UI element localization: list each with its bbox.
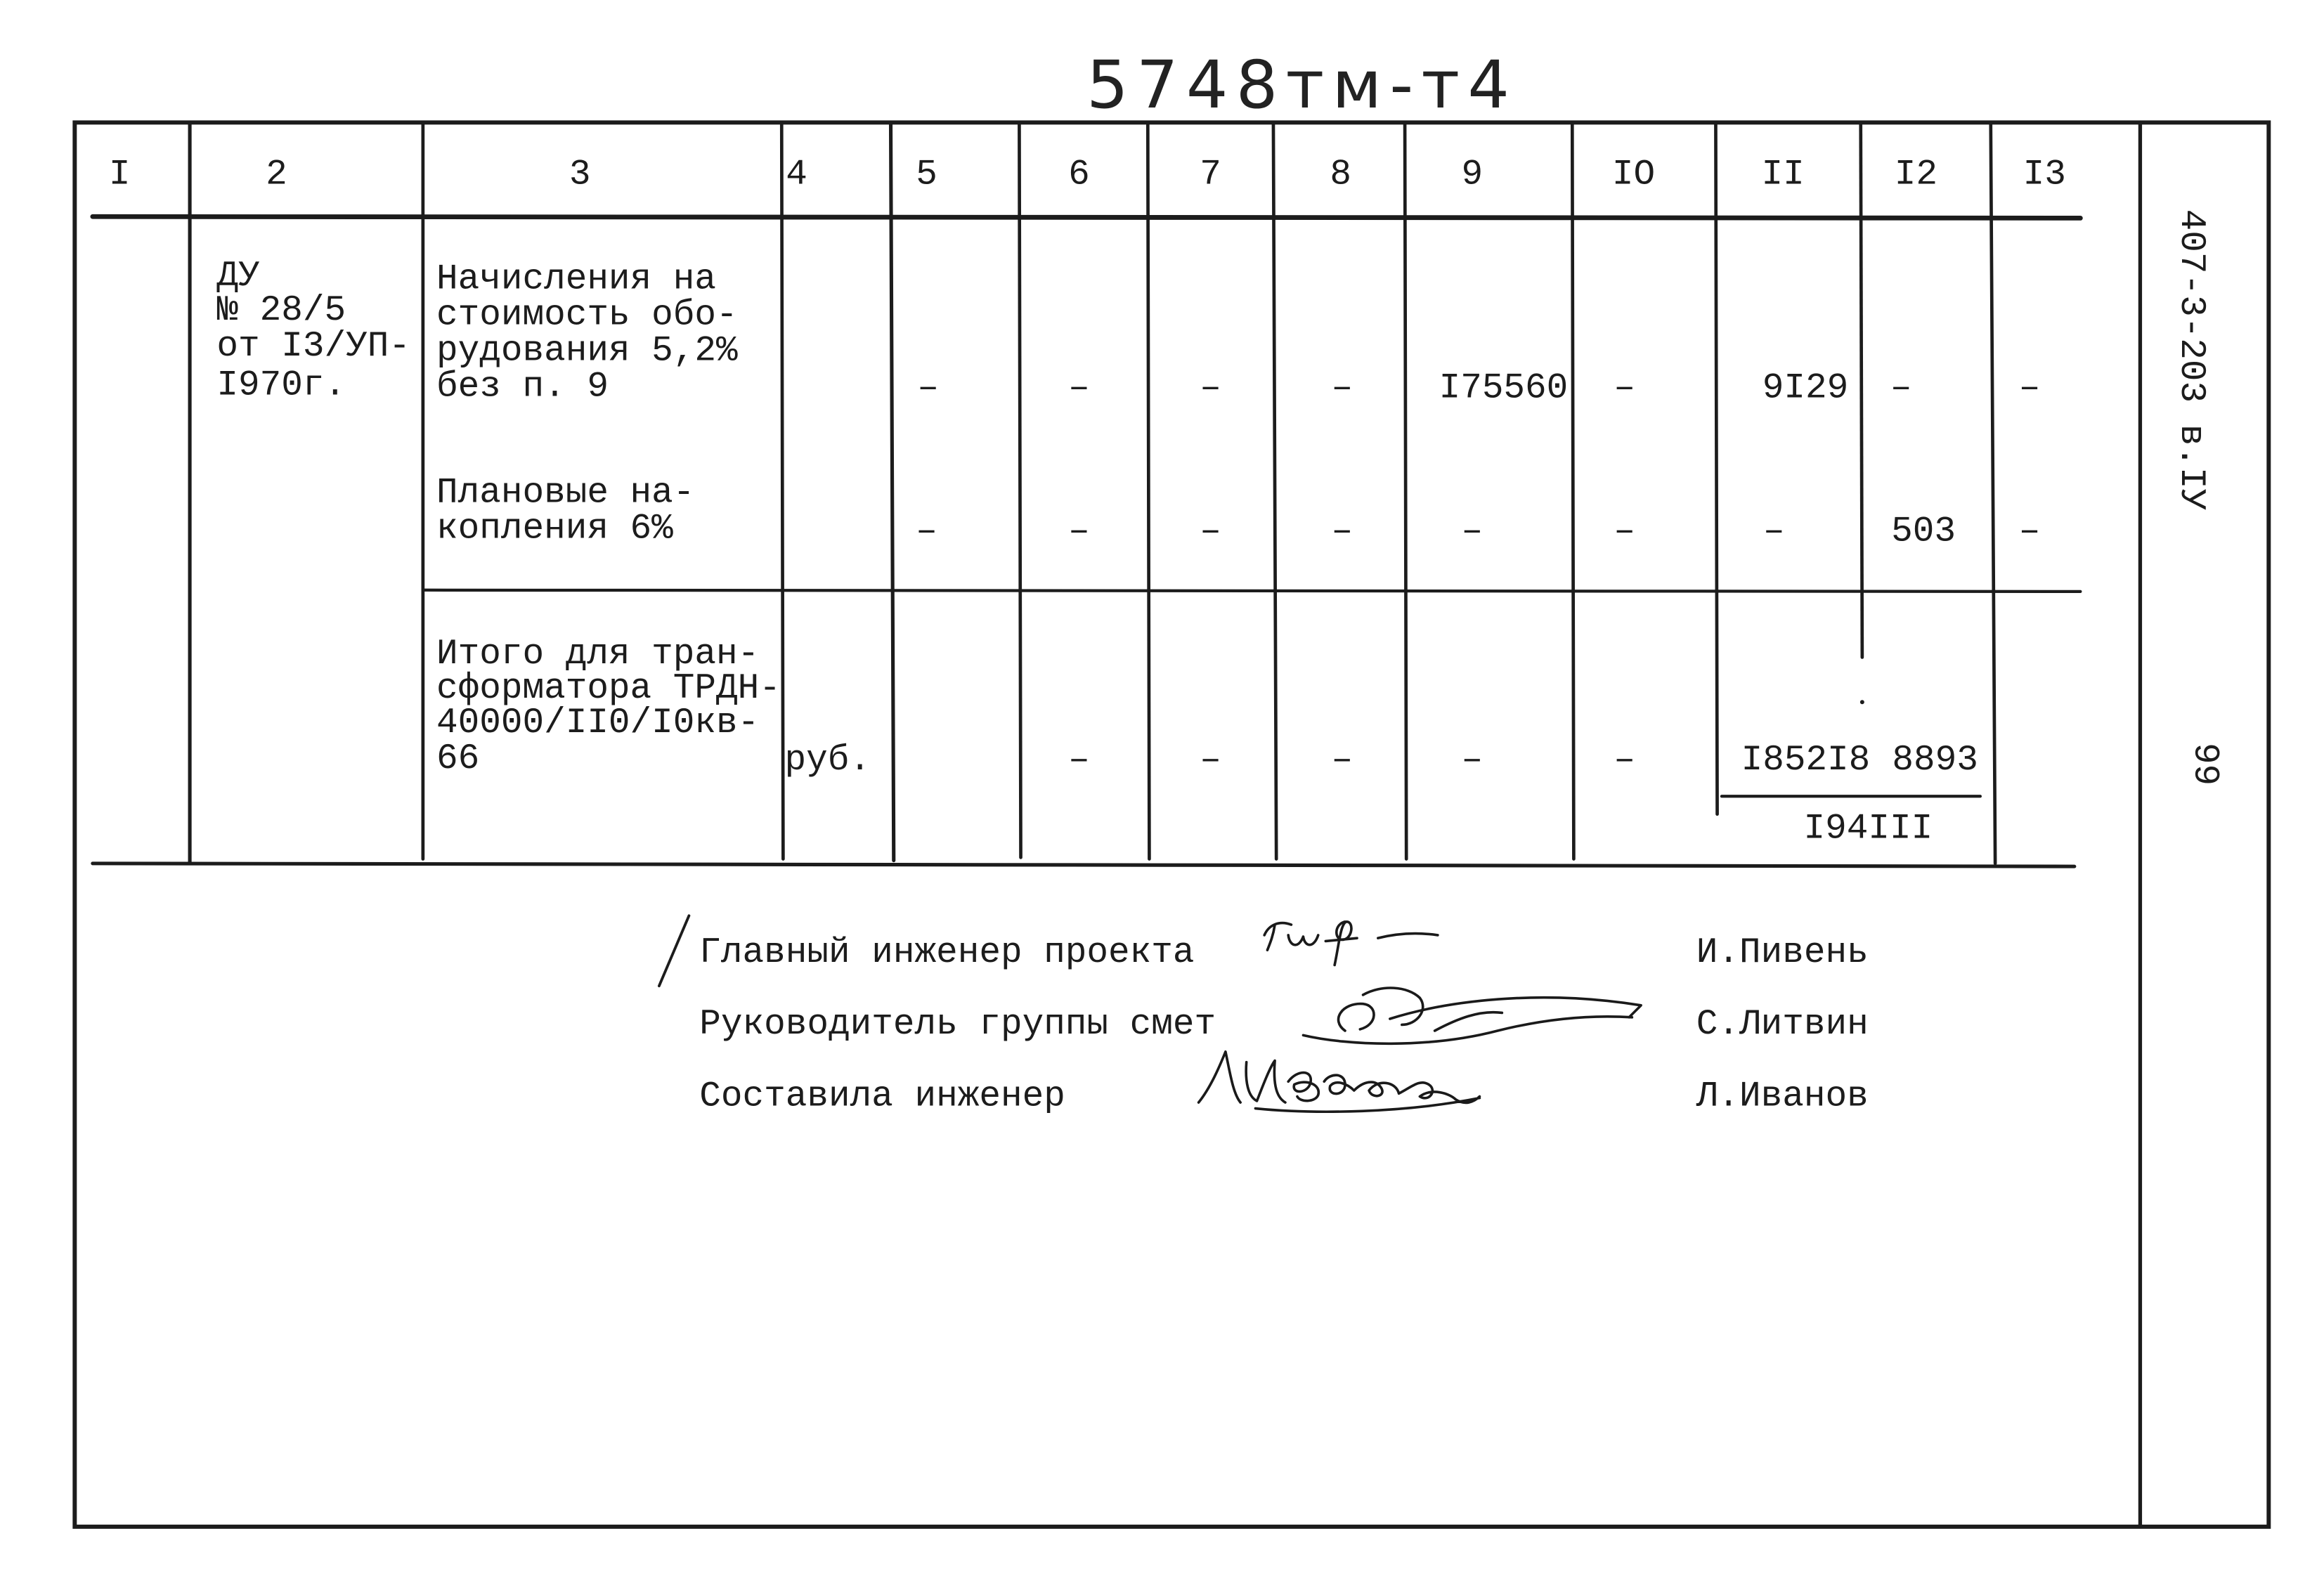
basis-block (216, 256, 410, 405)
signature-name: Л.Иванов (1696, 1076, 1869, 1117)
signature-role: Составила инженер (699, 1076, 1065, 1117)
row-3-name-line: 40000/II0/I0кв- (436, 703, 760, 743)
basis-line: от I3/УП- (216, 327, 410, 367)
row-3-name-line: 66 (436, 738, 480, 779)
handwritten-signature-group-head (1303, 988, 1641, 1043)
table-row-total (436, 634, 1978, 849)
header-col-9: 9 (1461, 155, 1484, 195)
column-divider (1148, 122, 1149, 859)
signature-role: Главный инженер проекта (699, 933, 1195, 974)
table-bottom-line (93, 864, 2075, 866)
basis-line: ДУ (216, 256, 260, 297)
header-col-7: 7 (1200, 155, 1221, 195)
column-divider (1019, 122, 1020, 857)
column-divider-dot (1860, 700, 1864, 704)
row-1-name-line: Начисления на (436, 259, 717, 300)
column-divider (781, 122, 783, 859)
row-1-col-12-value: – (1890, 368, 1912, 409)
table-row-2 (436, 473, 2040, 552)
row-1-col-6-value: – (1068, 368, 1090, 409)
row-2-col-12-value: 503 (1891, 512, 1956, 552)
table-row-1 (436, 259, 2040, 408)
header-col-1: I (108, 155, 131, 195)
row-3-unit: руб. (784, 740, 871, 781)
header-underline (93, 216, 2080, 218)
row-1-col-7-value: – (1200, 368, 1221, 409)
row-2-name-line: копления 6% (436, 509, 673, 549)
row-2-col-8-value: – (1331, 512, 1353, 552)
sheet-number: 66 (2190, 743, 2231, 786)
header-col-8: 8 (1330, 155, 1351, 195)
column-divider (1572, 122, 1573, 859)
signature-name: И.Пивень (1696, 933, 1869, 974)
header-col-4: 4 (786, 155, 807, 195)
header-col-13: I3 (2023, 155, 2066, 195)
signature-block (659, 916, 1869, 1116)
header-col-5: 5 (916, 155, 937, 195)
row-3-col-6-value: – (1068, 740, 1090, 781)
row-2-name-line: Плановые на- (436, 473, 695, 514)
document-code: 5748тм-т4 (1086, 47, 1510, 124)
row-3-grand-total: I94III (1803, 809, 1933, 849)
row-1-name-line: без п. 9 (436, 367, 609, 408)
basis-line: I970г. (216, 365, 346, 406)
row-1-col-13-value: – (2018, 368, 2041, 409)
row-2-col-5-value: – (916, 512, 937, 552)
row-3-col-12-value: 8893 (1892, 740, 1978, 781)
table-header (109, 155, 2066, 195)
row-1-col-9-value: I75560 (1439, 368, 1569, 409)
row-1-col-11-value: 9I29 (1762, 368, 1849, 409)
header-col-11: II (1761, 155, 1805, 195)
row-3-col-9-value: – (1461, 740, 1484, 781)
row-2-col-13-value: – (2018, 512, 2041, 552)
row-1-name-line: рудования 5,2% (436, 331, 738, 372)
row-3-col-7-value: – (1200, 740, 1221, 781)
signature-slash (659, 916, 689, 986)
header-col-6: 6 (1068, 155, 1090, 195)
row-2-col-9-value: – (1461, 512, 1484, 552)
row-3-col-8-value: – (1331, 740, 1353, 781)
header-col-3: 3 (569, 155, 591, 195)
header-col-10: IO (1611, 155, 1656, 195)
handwritten-signature-chief-engineer (1264, 922, 1438, 965)
handwritten-signature-compiler (1199, 1052, 1480, 1112)
column-divider (891, 122, 894, 860)
column-divider (1405, 122, 1406, 859)
column-divider (1991, 122, 1995, 864)
row-1-col-5-value: – (917, 368, 939, 409)
row-1-name-line: стоимость обо- (436, 295, 738, 336)
row-3-col-10-value: – (1614, 740, 1636, 781)
header-col-2: 2 (266, 155, 287, 195)
row-separator (423, 590, 2080, 592)
header-col-12: I2 (1894, 155, 1938, 195)
signature-name: С.Литвин (1696, 1005, 1869, 1046)
row-1-col-10-value: – (1614, 368, 1636, 409)
side-strip-designation: 407-3-203 в.IУ (2170, 209, 2211, 511)
signature-role: Руководитель группы смет (699, 1005, 1216, 1046)
basis-line: № 28/5 (216, 290, 346, 331)
row-1-col-8-value: – (1331, 368, 1353, 409)
row-3-col-11-value: I852I8 (1741, 740, 1871, 781)
row-2-col-11-value: – (1763, 512, 1785, 552)
row-2-col-10-value: – (1614, 512, 1636, 552)
row-3-name-line: Итого для тран- (436, 634, 760, 675)
column-divider (1273, 122, 1276, 859)
row-2-col-7-value: – (1200, 512, 1221, 552)
column-divider (1715, 122, 1717, 814)
row-3-name-line: сформатора ТРДН- (436, 668, 781, 709)
column-divider (1861, 122, 1862, 657)
row-2-col-6-value: – (1068, 512, 1090, 552)
